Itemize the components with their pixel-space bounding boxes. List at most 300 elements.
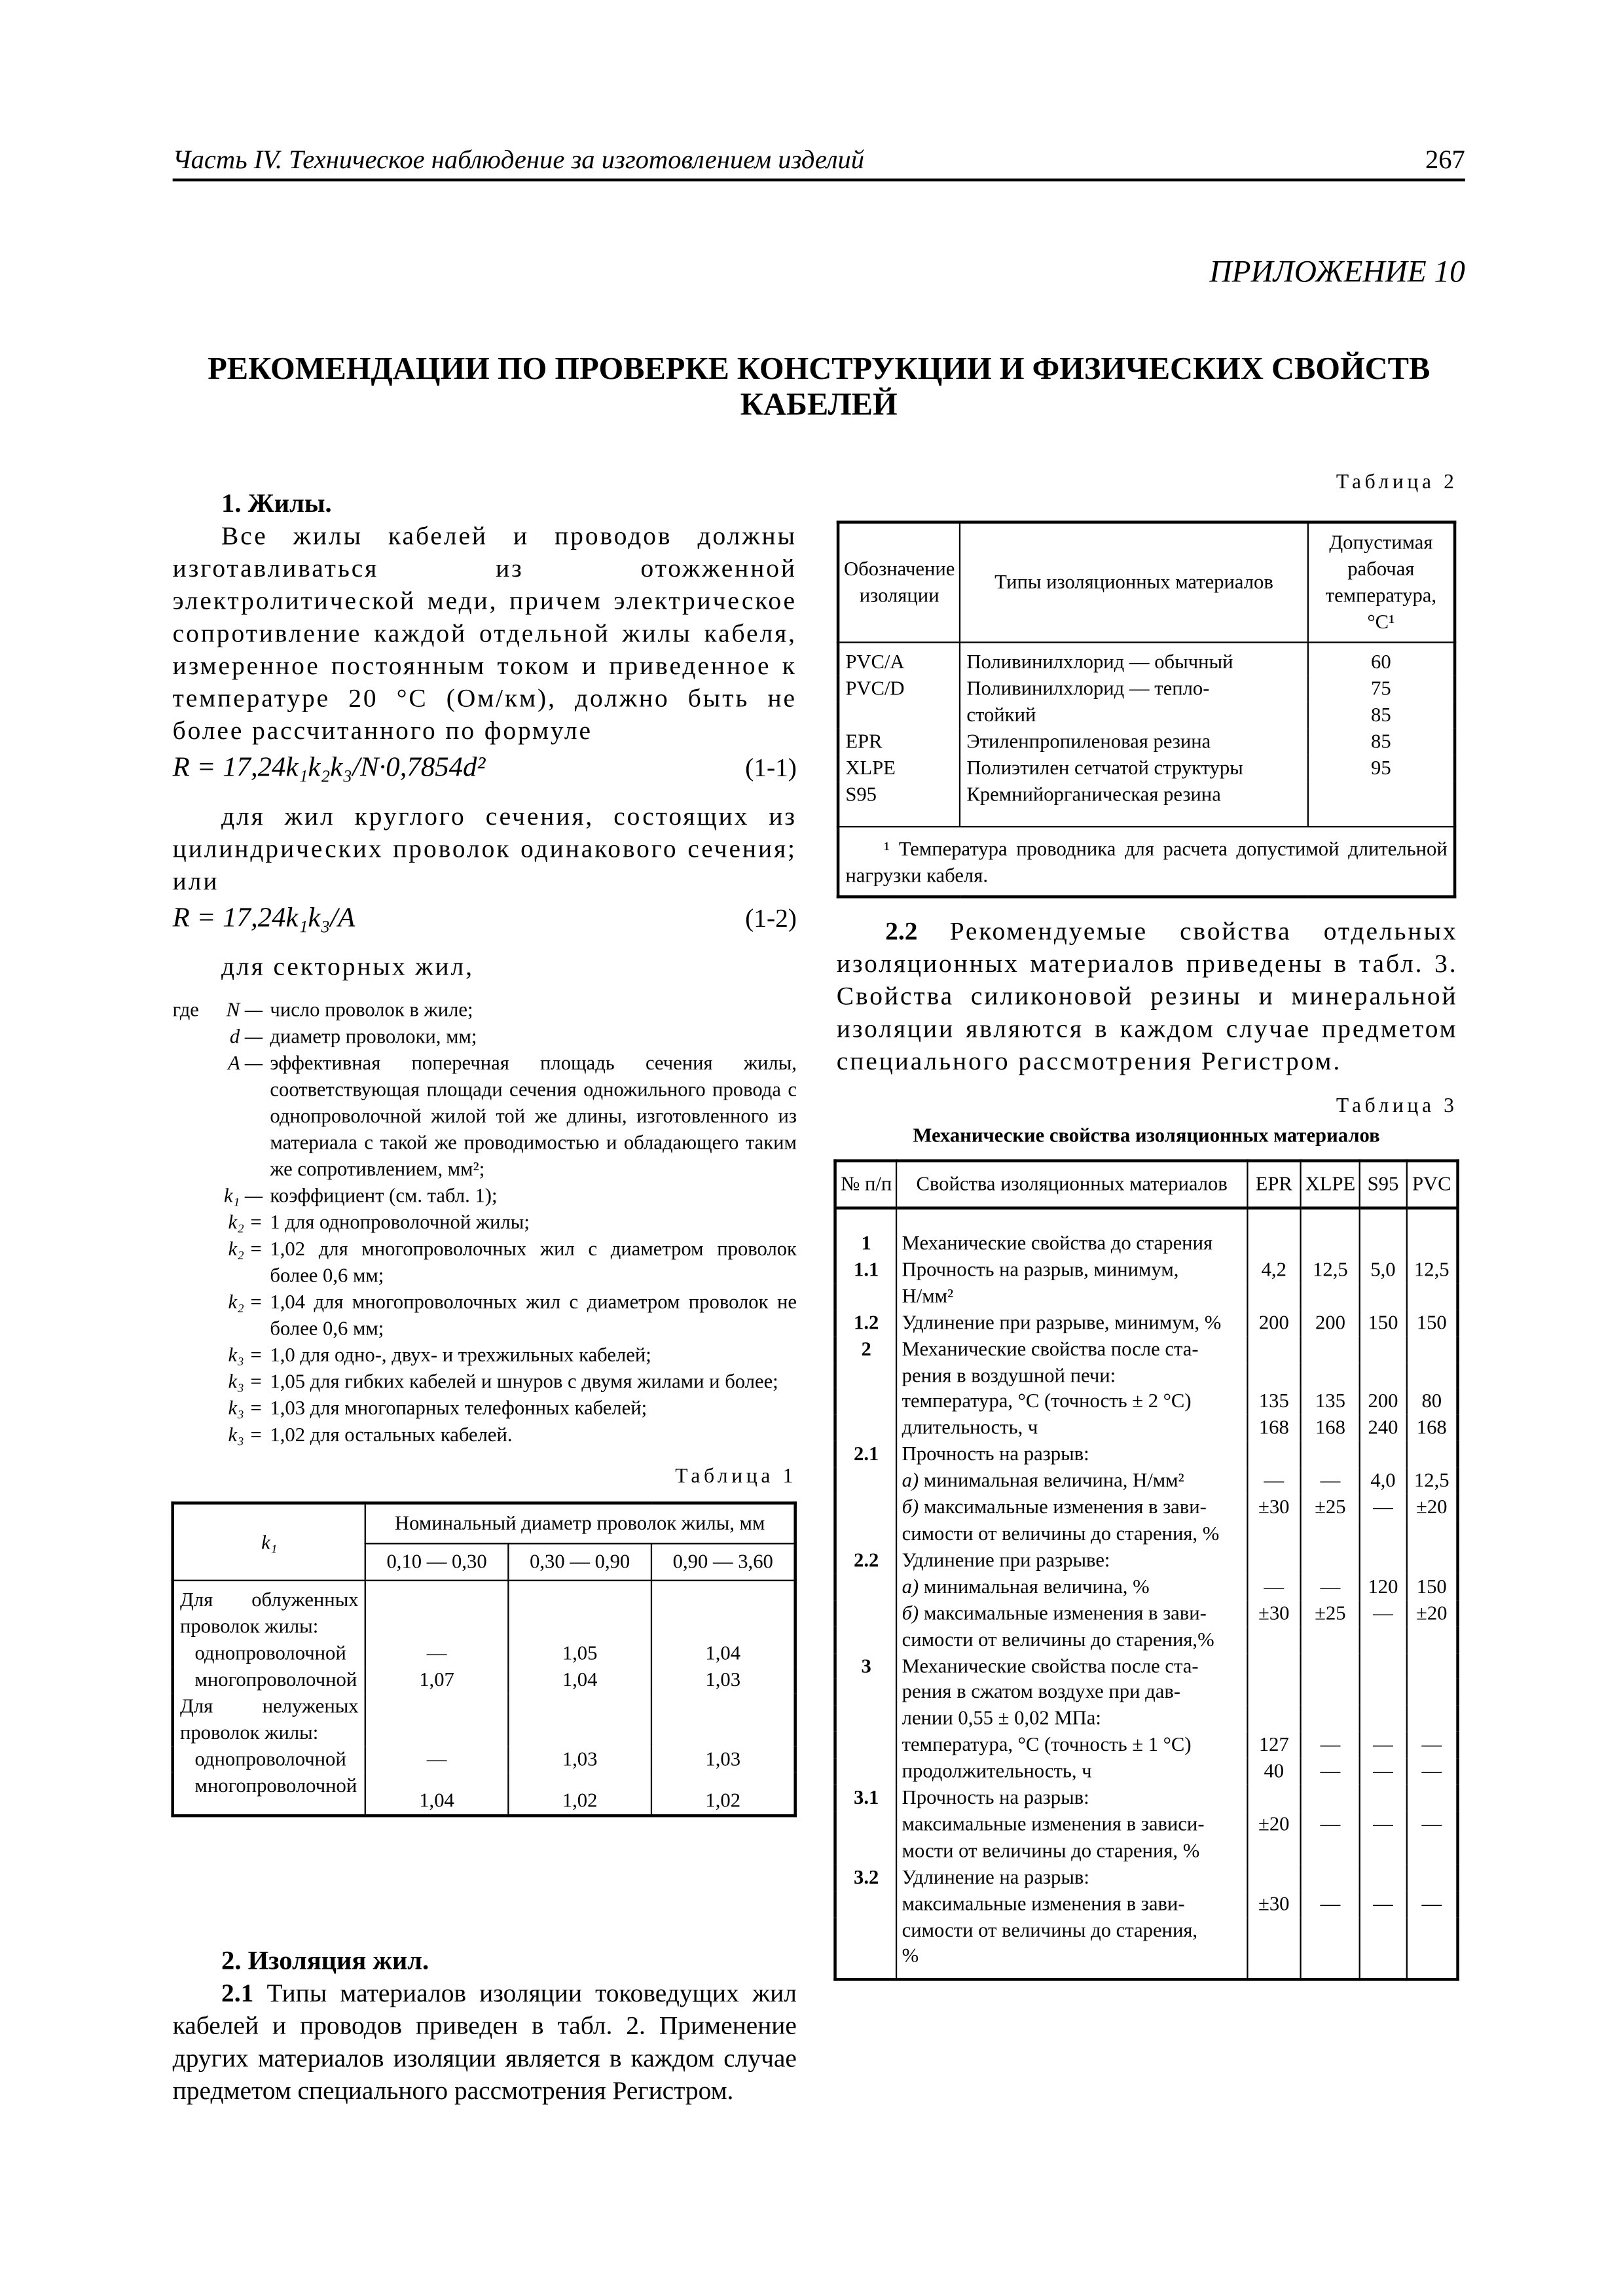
value-pvc: 150 xyxy=(1406,1573,1457,1600)
table-row xyxy=(173,1773,795,1816)
value-s95: — xyxy=(1360,1600,1406,1626)
value-epr: ±30 xyxy=(1247,1494,1301,1520)
value-epr: 4,2 xyxy=(1247,1257,1301,1283)
property-text xyxy=(897,1468,1247,1494)
table-row xyxy=(835,1310,1458,1336)
property-text xyxy=(897,1257,1247,1283)
property-text xyxy=(897,1520,1247,1547)
item-number: 3 xyxy=(861,1654,871,1677)
column-header: S95 xyxy=(1360,1161,1406,1208)
page-number: 267 xyxy=(1425,144,1465,174)
value-s95 xyxy=(1360,1283,1406,1309)
item-number xyxy=(835,1626,897,1653)
column-header: Типы изоляционных материалов xyxy=(960,522,1308,643)
definition-symbol: A — xyxy=(228,1051,263,1074)
table-footnote: ¹ Температура проводника для расчета допустимой длительной нагрузки кабеля. xyxy=(838,827,1455,897)
table-3-caption: Таблица 3 xyxy=(1336,1096,1458,1119)
paragraph-number: 2.2 xyxy=(885,916,918,946)
value-epr xyxy=(1247,1283,1301,1309)
property-text xyxy=(897,1917,1247,1943)
diameter-group-header: Номинальный диаметр проволок жилы, мм xyxy=(365,1503,795,1543)
table-1 xyxy=(171,1501,797,1817)
property-text xyxy=(897,1838,1247,1864)
table-row xyxy=(835,1441,1458,1467)
formula-1-1 xyxy=(173,752,797,785)
item-number xyxy=(835,1573,897,1600)
max-temperature: 75 xyxy=(1308,675,1455,702)
value-s95 xyxy=(1360,1547,1406,1573)
item-number xyxy=(835,1706,897,1732)
value-epr xyxy=(1247,1943,1301,1980)
definition-symbol: k₃ = xyxy=(228,1397,263,1419)
value-pvc xyxy=(1406,1653,1457,1679)
value-s95: 120 xyxy=(1360,1573,1406,1600)
value-pvc xyxy=(1406,1943,1457,1980)
value-xlpe xyxy=(1301,1362,1360,1388)
definition-text: число проволок в жиле; xyxy=(270,998,473,1021)
property-text xyxy=(897,1310,1247,1336)
definition-item xyxy=(173,1210,797,1236)
value-xlpe xyxy=(1301,1864,1360,1890)
definition-item xyxy=(173,1236,797,1289)
item-number xyxy=(835,1732,897,1758)
property-label: симости от величины до старения, % xyxy=(902,1522,1220,1545)
property-label: Механические свойства после ста- xyxy=(902,1337,1199,1359)
value-pvc: — xyxy=(1406,1811,1457,1837)
value-pvc: — xyxy=(1406,1732,1457,1758)
table-row xyxy=(835,1917,1458,1943)
row-label: однопроволочной xyxy=(194,1641,346,1664)
table-row xyxy=(838,642,1455,675)
running-title: Часть IV. Техническое наблюдение за изготовлением изделий xyxy=(172,144,865,174)
definition-symbol: d — xyxy=(229,1025,263,1048)
value-epr: 168 xyxy=(1247,1415,1301,1441)
column-header: 0,10 — 0,30 xyxy=(365,1543,509,1580)
property-label: лении 0,55 ± 0,02 МПа: xyxy=(902,1707,1101,1729)
max-temperature: 85 xyxy=(1308,728,1455,755)
column-header: Свойства изоляционных материалов xyxy=(897,1161,1247,1208)
value-s95 xyxy=(1360,1943,1406,1980)
value-pvc: 80 xyxy=(1406,1389,1457,1415)
property-text xyxy=(897,1943,1247,1980)
value-xlpe xyxy=(1301,1336,1360,1362)
value-xlpe xyxy=(1301,1943,1360,1980)
value-xlpe xyxy=(1301,1838,1360,1864)
table-row xyxy=(173,1746,795,1773)
value-pvc: — xyxy=(1406,1890,1457,1916)
table-cell: 1,04 xyxy=(365,1773,509,1816)
table-cell: — xyxy=(365,1746,509,1773)
formula-number: (1-1) xyxy=(745,752,797,782)
appendix-label: ПРИЛОЖЕНИЕ 10 xyxy=(1209,253,1465,289)
material-type: Полиэтилен сетчатой структуры xyxy=(960,755,1308,782)
value-s95 xyxy=(1360,1441,1406,1467)
table-row xyxy=(838,781,1455,827)
item-letter: б) xyxy=(902,1496,919,1518)
table-3 xyxy=(833,1159,1459,1981)
formula-1-2 xyxy=(173,903,797,935)
property-label: рения в сжатом воздухе при дав- xyxy=(902,1680,1181,1703)
property-label: Механические свойства до старения xyxy=(902,1231,1213,1254)
value-s95: — xyxy=(1360,1811,1406,1837)
value-s95 xyxy=(1360,1626,1406,1653)
running-header xyxy=(173,145,1465,181)
table-cell: 1,03 xyxy=(508,1746,651,1773)
table-row xyxy=(835,1864,1458,1890)
section-2-heading: 2. Изоляция жил. xyxy=(221,1945,429,1975)
property-text xyxy=(897,1547,1247,1573)
table-3-title: Механические свойства изоляционных материалов xyxy=(913,1124,1380,1147)
row-label: многопроволочной xyxy=(194,1774,357,1797)
definition-item xyxy=(173,1342,797,1369)
item-number xyxy=(835,1917,897,1943)
property-label: рения в воздушной печи: xyxy=(902,1363,1116,1386)
paragraph-number: 2.1 xyxy=(221,1978,254,2008)
value-s95: — xyxy=(1360,1494,1406,1520)
definition-text: 1 для однопроволочной жилы; xyxy=(270,1211,530,1234)
table-cell: 1,03 xyxy=(651,1746,795,1773)
row-label: Для нелуженых проволок жилы: xyxy=(179,1695,359,1744)
table-row xyxy=(835,1389,1458,1415)
value-xlpe xyxy=(1301,1283,1360,1309)
left-column xyxy=(173,487,797,1490)
column-header: № п/п xyxy=(835,1161,897,1208)
value-xlpe: ±25 xyxy=(1301,1600,1360,1626)
value-epr xyxy=(1247,1679,1301,1706)
value-epr xyxy=(1247,1706,1301,1732)
property-label: Прочность на разрыв: xyxy=(902,1443,1089,1465)
item-letter: а) xyxy=(902,1575,919,1598)
property-label: максимальные изменения в зави- xyxy=(902,1892,1185,1914)
item-number: 3.2 xyxy=(854,1865,879,1888)
paragraph-text: Типы материалов изоляции токоведущих жил кабелей и проводов приведен в табл. 2. Применение других материалов изоляции является в каждом случае предметом специального рассмотрения Регистром. xyxy=(172,1978,797,2105)
property-text xyxy=(897,1389,1247,1415)
item-number xyxy=(835,1679,897,1706)
value-s95 xyxy=(1360,1864,1406,1890)
k1-header: k₁ xyxy=(173,1503,365,1580)
item-letter: б) xyxy=(902,1601,919,1624)
value-xlpe: — xyxy=(1301,1573,1360,1600)
designation xyxy=(838,702,960,729)
table-cell: — xyxy=(365,1640,509,1667)
row-label: многопроволочной xyxy=(194,1668,357,1691)
value-s95 xyxy=(1360,1520,1406,1547)
definition-item xyxy=(173,1422,797,1448)
property-text xyxy=(897,1785,1247,1811)
definition-symbol: k₂ = xyxy=(228,1211,263,1234)
table-2 xyxy=(837,521,1457,899)
value-xlpe xyxy=(1301,1441,1360,1467)
property-label: симости от величины до старения, xyxy=(902,1918,1198,1941)
designation: XLPE xyxy=(845,757,896,779)
table-cell: 1,02 xyxy=(508,1773,651,1816)
definition-text: 1,03 для многопарных телефонных кабелей; xyxy=(270,1397,647,1419)
value-pvc xyxy=(1406,1336,1457,1362)
property-label: % xyxy=(902,1945,919,1967)
column-header: 0,30 — 0,90 xyxy=(508,1543,651,1580)
item-number: 2 xyxy=(861,1337,871,1359)
table-row xyxy=(835,1653,1458,1679)
table-cell xyxy=(508,1581,651,1640)
property-label: максимальные изменения в зави- xyxy=(919,1601,1207,1624)
definition-symbol: k₁ — xyxy=(223,1184,263,1207)
column-header: Допустимая рабочая температура, °С¹ xyxy=(1308,522,1455,643)
item-number xyxy=(835,1389,897,1415)
value-s95 xyxy=(1360,1706,1406,1732)
item-number: 1 xyxy=(861,1231,871,1254)
formula-note: для секторных жил, xyxy=(221,951,474,981)
value-xlpe: 168 xyxy=(1301,1415,1360,1441)
value-xlpe xyxy=(1301,1785,1360,1811)
value-epr: ±20 xyxy=(1247,1811,1301,1837)
value-pvc: 168 xyxy=(1406,1415,1457,1441)
value-epr xyxy=(1247,1520,1301,1547)
item-number: 1.2 xyxy=(854,1310,879,1333)
page-title: РЕКОМЕНДАЦИИ ПО ПРОВЕРКЕ КОНСТРУКЦИИ И ФИЗИЧЕСКИХ СВОЙСТВ КАБЕЛЕЙ xyxy=(208,351,1431,422)
definition-text: 1,02 для многопроволочных жил с диаметром проволок более 0,6 мм; xyxy=(270,1237,797,1287)
definition-symbol: k₃ = xyxy=(228,1370,263,1393)
item-number xyxy=(835,1600,897,1626)
designation: PVC/A xyxy=(845,650,905,673)
table-row xyxy=(835,1257,1458,1283)
section-1-paragraph: Все жилы кабелей и проводов должны изготавливаться из отожженной электролитической меди, причем электрическое сопротивление каждой отдельной жилы кабеля, измеренное постоянным током и приведенное к температуре 20 °С (Ом/км), должно быть не более рассчитанного по формуле xyxy=(172,520,797,745)
definition-item xyxy=(173,1369,797,1395)
table-cell xyxy=(651,1693,795,1746)
value-epr xyxy=(1247,1785,1301,1811)
table-row xyxy=(173,1581,795,1640)
definition-symbol: N — xyxy=(226,998,263,1021)
table-row xyxy=(835,1785,1458,1811)
value-s95 xyxy=(1360,1679,1406,1706)
table-cell xyxy=(508,1693,651,1746)
value-s95: 150 xyxy=(1360,1310,1406,1336)
property-label: симости от величины до старения,% xyxy=(902,1628,1214,1650)
definition-symbol: k₂ = xyxy=(228,1237,263,1260)
definition-symbol: k₃ = xyxy=(228,1344,263,1366)
table-row xyxy=(173,1667,795,1694)
property-text xyxy=(897,1415,1247,1441)
value-pvc xyxy=(1406,1208,1457,1257)
table-cell: 1,02 xyxy=(651,1773,795,1816)
item-number: 3.1 xyxy=(854,1786,879,1808)
paragraph-2-1 xyxy=(173,1977,797,2106)
max-temperature: 95 xyxy=(1308,755,1455,782)
item-letter: а) xyxy=(902,1469,919,1492)
value-pvc: 12,5 xyxy=(1406,1468,1457,1494)
section-1-heading: 1. Жилы. xyxy=(221,488,332,518)
table-row xyxy=(835,1520,1458,1547)
column-header: PVC xyxy=(1406,1161,1457,1208)
table-row xyxy=(838,755,1455,782)
value-epr: ±30 xyxy=(1247,1600,1301,1626)
value-pvc: ±20 xyxy=(1406,1600,1457,1626)
definition-item xyxy=(173,1050,797,1183)
value-epr xyxy=(1247,1917,1301,1943)
item-number xyxy=(835,1362,897,1388)
value-pvc xyxy=(1406,1785,1457,1811)
footnote-row xyxy=(838,827,1455,897)
property-label: Н/мм² xyxy=(902,1284,954,1307)
value-epr xyxy=(1247,1653,1301,1679)
definition-text: эффективная поперечная площадь сечения жилы, соответствующая площади сечения одножильного провода с однопроволочной жилой той же длины, изготовленного из материала с такой же проводимостью и обладающего таким же сопротивлением, мм²; xyxy=(270,1051,797,1180)
value-xlpe xyxy=(1301,1706,1360,1732)
table-row xyxy=(835,1494,1458,1520)
definition-item xyxy=(173,1395,797,1422)
item-number xyxy=(835,1415,897,1441)
item-number xyxy=(835,1811,897,1837)
property-label: Механические свойства после ста- xyxy=(902,1654,1199,1677)
item-number: 2.1 xyxy=(854,1443,879,1465)
definition-text: 1,02 для остальных кабелей. xyxy=(270,1423,513,1446)
item-number: 1.1 xyxy=(854,1258,879,1280)
item-number xyxy=(835,1838,897,1864)
value-epr: 127 xyxy=(1247,1732,1301,1758)
value-s95: — xyxy=(1360,1732,1406,1758)
value-pvc xyxy=(1406,1626,1457,1653)
value-epr: — xyxy=(1247,1468,1301,1494)
property-label: Удлинение на разрыв: xyxy=(902,1865,1089,1888)
column-header: XLPE xyxy=(1301,1161,1360,1208)
value-s95 xyxy=(1360,1336,1406,1362)
property-text xyxy=(897,1890,1247,1916)
max-temperature: 60 xyxy=(1308,642,1455,675)
table-row xyxy=(835,1679,1458,1706)
section-2 xyxy=(173,1944,797,2106)
table-row xyxy=(838,675,1455,702)
property-text xyxy=(897,1626,1247,1653)
value-xlpe: 135 xyxy=(1301,1389,1360,1415)
value-s95 xyxy=(1360,1917,1406,1943)
property-label: мости от величины до старения, % xyxy=(902,1839,1200,1861)
value-s95 xyxy=(1360,1208,1406,1257)
table-row xyxy=(838,728,1455,755)
value-xlpe: — xyxy=(1301,1732,1360,1758)
value-pvc: 150 xyxy=(1406,1310,1457,1336)
value-epr: 40 xyxy=(1247,1759,1301,1785)
table-cell: 1,07 xyxy=(365,1667,509,1694)
property-text xyxy=(897,1362,1247,1388)
table-row xyxy=(835,1759,1458,1785)
paragraph-text: Рекомендуемые свойства отдельных изоляционных материалов приведены в табл. 3. Свойства силиконовой резины и минеральной изоляции являются в каждом случае предметом специального рассмотрения Регистром. xyxy=(836,916,1458,1075)
definition-text: диаметр проволоки, мм; xyxy=(270,1025,477,1048)
value-pvc: 12,5 xyxy=(1406,1257,1457,1283)
definition-item xyxy=(173,1024,797,1050)
material-type: Поливинилхлорид — тепло- xyxy=(960,675,1308,702)
item-number xyxy=(835,1283,897,1309)
value-epr xyxy=(1247,1362,1301,1388)
property-text xyxy=(897,1336,1247,1362)
material-type: Поливинилхлорид — обычный xyxy=(960,642,1308,675)
definition-text: 1,0 для одно-, двух- и трехжильных кабелей; xyxy=(270,1344,651,1366)
item-number xyxy=(835,1520,897,1547)
table-row xyxy=(835,1943,1458,1980)
property-label: минимальная величина, % xyxy=(919,1575,1150,1598)
table-row xyxy=(835,1283,1458,1309)
definition-symbol: k₂ = xyxy=(228,1290,263,1313)
value-s95: — xyxy=(1360,1890,1406,1916)
table-cell: 1,04 xyxy=(651,1640,795,1667)
item-number: 2.2 xyxy=(854,1548,879,1571)
row-label: однопроволочной xyxy=(194,1748,346,1770)
value-pvc: — xyxy=(1406,1759,1457,1785)
designation: EPR xyxy=(845,730,883,753)
value-xlpe: — xyxy=(1301,1759,1360,1785)
value-s95: 5,0 xyxy=(1360,1257,1406,1283)
value-epr xyxy=(1247,1838,1301,1864)
property-label: продолжительность, ч xyxy=(902,1759,1092,1782)
value-epr xyxy=(1247,1547,1301,1573)
table-row xyxy=(835,1573,1458,1600)
designation: PVC/D xyxy=(845,677,905,700)
property-text xyxy=(897,1600,1247,1626)
definition-symbol: k₃ = xyxy=(228,1423,263,1446)
property-label: максимальные изменения в зависи- xyxy=(902,1812,1205,1835)
item-number xyxy=(835,1759,897,1785)
value-pvc xyxy=(1406,1283,1457,1309)
value-xlpe xyxy=(1301,1653,1360,1679)
value-epr xyxy=(1247,1208,1301,1257)
table-cell xyxy=(365,1581,509,1640)
property-text xyxy=(897,1679,1247,1706)
property-text xyxy=(897,1441,1247,1467)
table-cell: 1,03 xyxy=(651,1667,795,1694)
property-label: Прочность на разрыв: xyxy=(902,1786,1089,1808)
property-text xyxy=(897,1573,1247,1600)
table-row xyxy=(835,1626,1458,1653)
value-xlpe: — xyxy=(1301,1811,1360,1837)
table-row xyxy=(835,1208,1458,1257)
value-xlpe xyxy=(1301,1626,1360,1653)
material-type: Кремнийорганическая резина xyxy=(960,781,1308,827)
property-label: температура, °С (точность ± 1 °С) xyxy=(902,1733,1192,1756)
max-temperature: 85 xyxy=(1308,702,1455,729)
value-pvc: ±20 xyxy=(1406,1494,1457,1520)
formula-number: (1-2) xyxy=(745,903,797,933)
designation: S95 xyxy=(845,783,877,806)
formula-note: для жил круглого сечения, состоящих из цилиндрических проволок одинакового сечения; или xyxy=(172,800,797,895)
value-s95 xyxy=(1360,1785,1406,1811)
table-row xyxy=(835,1838,1458,1864)
item-number xyxy=(835,1943,897,1980)
table-row xyxy=(173,1640,795,1667)
property-text xyxy=(897,1864,1247,1890)
table-1-caption: Таблица 1 xyxy=(675,1466,797,1488)
value-s95 xyxy=(1360,1653,1406,1679)
value-xlpe xyxy=(1301,1917,1360,1943)
value-s95 xyxy=(1360,1362,1406,1388)
formula-text: R = 17,24k₁k₂k₃/N·0,7854d² xyxy=(172,752,486,783)
property-text xyxy=(897,1208,1247,1257)
table-row xyxy=(835,1890,1458,1916)
table-row xyxy=(835,1732,1458,1758)
property-text xyxy=(897,1759,1247,1785)
value-epr xyxy=(1247,1626,1301,1653)
value-epr: 135 xyxy=(1247,1389,1301,1415)
table-row xyxy=(835,1415,1458,1441)
item-number xyxy=(835,1890,897,1916)
definition-text: 1,04 для многопроволочных жил с диаметром проволок не более 0,6 мм; xyxy=(270,1290,797,1340)
table-cell xyxy=(365,1693,509,1746)
table-2-caption: Таблица 2 xyxy=(1336,472,1458,494)
table-row xyxy=(835,1468,1458,1494)
value-xlpe xyxy=(1301,1547,1360,1573)
value-pvc xyxy=(1406,1706,1457,1732)
value-s95: 4,0 xyxy=(1360,1468,1406,1494)
property-text xyxy=(897,1653,1247,1679)
value-pvc xyxy=(1406,1838,1457,1864)
table-row xyxy=(173,1693,795,1746)
material-type: Этиленпропиленовая резина xyxy=(960,728,1308,755)
